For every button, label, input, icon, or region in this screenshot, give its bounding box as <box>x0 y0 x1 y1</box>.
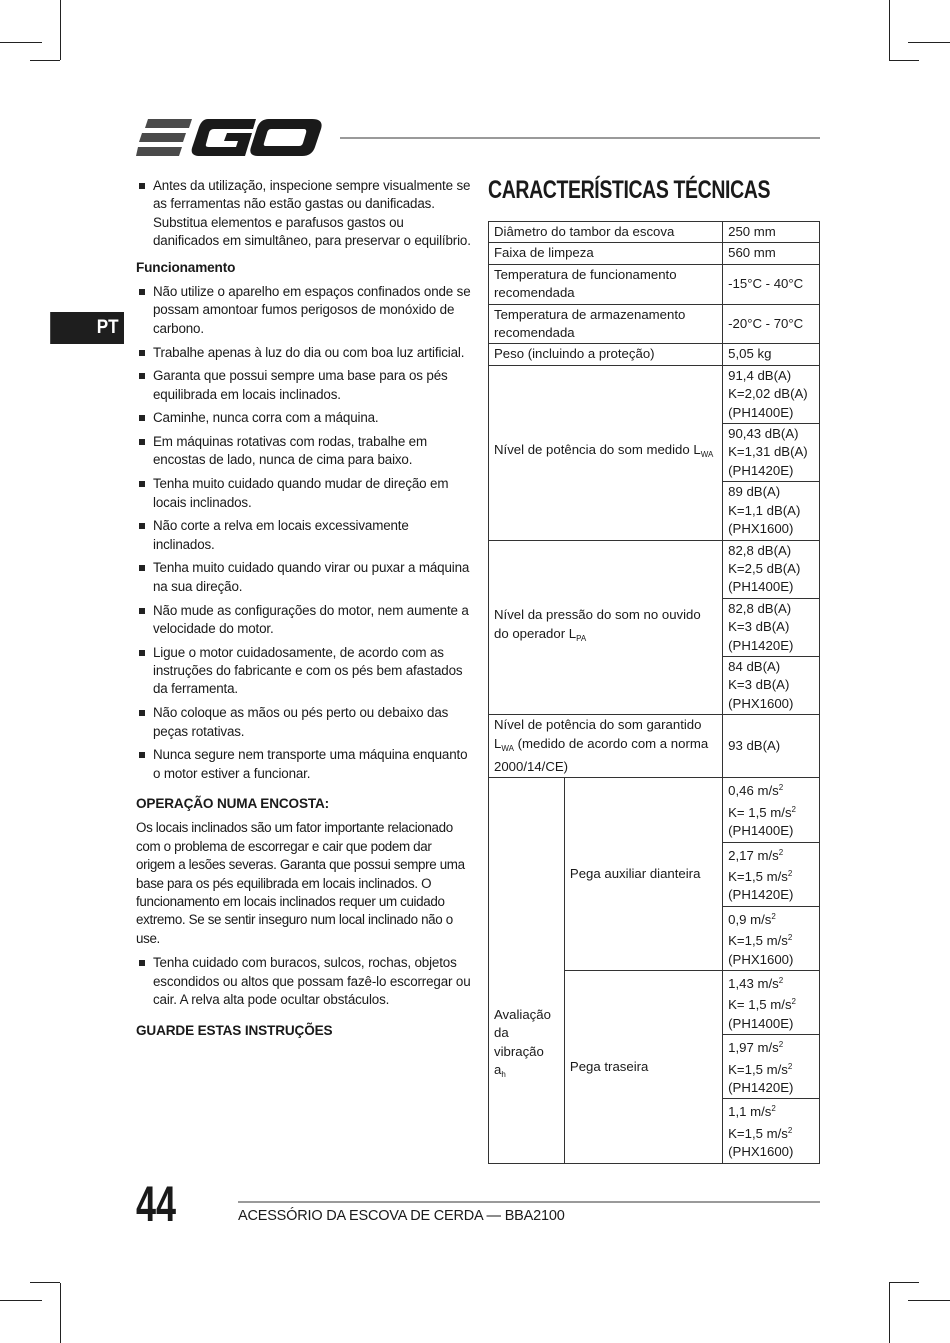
value-line: K=1,1 dB(A) <box>728 502 801 518</box>
table-row <box>489 540 820 598</box>
spec-value <box>723 1099 820 1163</box>
unit-superscript: 2 <box>778 847 784 857</box>
label-text: da <box>494 1025 509 1041</box>
spec-value <box>723 971 820 1035</box>
list-item: Não coloque as mãos ou pés perto ou debaixo das peças rotativas. <box>136 704 472 741</box>
value-line: K=2,5 dB(A) <box>728 560 801 576</box>
table-row <box>489 222 820 243</box>
rear-handle-label: Pega traseira <box>564 971 722 1164</box>
list-item: Antes da utilização, inspecione sempre visualmente se as ferramentas não estão gastas ou danificadas. Substitua elementos e parafusos gastos ou danificados em simultâneo, para preservar o equilíbrio. <box>136 177 472 251</box>
table-row <box>489 778 820 842</box>
spec-value <box>723 540 820 598</box>
value-line: (PH1420E) <box>728 887 794 903</box>
intro-list <box>136 177 472 251</box>
label-subscript: WA <box>700 449 714 459</box>
value-line: K=3 dB(A) <box>728 677 790 693</box>
crop-mark <box>0 1300 42 1301</box>
list-item: Caminhe, nunca corra com a máquina. <box>136 409 472 427</box>
list-item: Não corte a relva em locais excessivamente inclinados. <box>136 517 472 554</box>
encosta-heading: OPERAÇÃO NUMA ENCOSTA: <box>136 796 330 812</box>
table-row <box>489 715 820 778</box>
crop-mark <box>30 1282 60 1283</box>
vibration-label <box>489 778 565 1163</box>
value-line: K=2,02 dB(A) <box>728 386 808 402</box>
value-line: 1,43 m/s <box>728 976 779 992</box>
list-item: Tenha cuidado com buracos, sulcos, rochas, objetos escondidos ou altos que possam fazê-lo escorregar ou cair. A relva alta pode ocultar obstáculos. <box>136 954 472 1009</box>
label-text: Nível da pressão do som no ouvido do operador L <box>494 607 701 641</box>
value-line: (PHX1600) <box>728 521 794 537</box>
guarde-heading: GUARDE ESTAS INSTRUÇÕES <box>136 1022 333 1038</box>
spec-label: Faixa de limpeza <box>489 243 723 264</box>
spec-label: Peso (incluindo a proteção) <box>489 344 723 365</box>
value-line: K=1,31 dB(A) <box>728 444 808 460</box>
value-line: 90,43 dB(A) <box>728 426 799 442</box>
value-line: 84 dB(A) <box>728 658 781 674</box>
sound-pressure-label <box>489 540 723 715</box>
value-line: (PHX1600) <box>728 1144 794 1160</box>
spec-value <box>723 365 820 423</box>
footer-title: ACESSÓRIO DA ESCOVA DE CERDA — BBA2100 <box>238 1208 565 1224</box>
list-item: Garanta que possui sempre uma base para os pés equilibrada em locais inclinados. <box>136 367 472 404</box>
specs-table <box>488 221 820 1164</box>
spec-label: Diâmetro do tambor da escova <box>489 222 723 243</box>
spec-value <box>723 424 820 482</box>
list-item: Nunca segure nem transporte uma máquina enquanto o motor estiver a funcionar. <box>136 746 472 783</box>
spec-value: 250 mm <box>723 222 820 243</box>
unit-superscript: 2 <box>771 1104 776 1114</box>
front-handle-label: Pega auxiliar dianteira <box>564 778 722 971</box>
spec-value <box>723 778 820 842</box>
language-tab: PT <box>50 312 124 344</box>
table-row <box>489 344 820 365</box>
funcionamento-heading: Funcionamento <box>136 259 236 275</box>
list-item: Em máquinas rotativas com rodas, trabalhe em encostas de lado, nunca de cima para baixo. <box>136 433 472 470</box>
value-line: 89 dB(A) <box>728 484 781 500</box>
specs-title: CARACTERÍSTICAS TÉCNICAS <box>488 176 771 204</box>
encosta-paragraph: Os locais inclinados são um fator importante relacionado com o problema de escorregar e cair que podem dar origem a lesões severas. Garanta que possui sempre uma base para os pés equilibrada em locais inclinados. O funcionamento em locais inclinados requer um cuidado extremo. Se se sentir inseguro num local inclinado não o use. <box>136 820 465 946</box>
list-item: Trabalhe apenas à luz do dia ou com boa luz artificial. <box>136 344 472 362</box>
encosta-list <box>136 954 472 1009</box>
value-line: K=1,5 m/s <box>728 869 788 884</box>
spec-value <box>723 598 820 656</box>
value-line: 82,8 dB(A) <box>728 600 792 616</box>
spec-value: -15°C - 40°C <box>723 264 820 304</box>
value-line: (PH1400E) <box>728 579 794 595</box>
label-subscript: PA <box>576 633 587 643</box>
crop-mark <box>889 60 919 61</box>
list-item: Tenha muito cuidado quando virar ou puxar a máquina na sua direção. <box>136 559 472 596</box>
crop-mark <box>60 0 61 60</box>
list-item: Ligue o motor cuidadosamente, de acordo com as instruções do fabricante e com os pés bem afastados da ferramenta. <box>136 644 472 699</box>
spec-value: 5,05 kg <box>723 344 820 365</box>
value-line: (PH1420E) <box>728 637 794 653</box>
unit-superscript: 2 <box>771 911 776 921</box>
value-line: K=1,5 m/s <box>728 933 788 949</box>
spec-value: 560 mm <box>723 243 820 264</box>
table-row <box>489 365 820 423</box>
spec-value <box>723 482 820 540</box>
spec-value <box>723 906 820 970</box>
crop-mark <box>889 1283 890 1343</box>
table-row <box>489 243 820 264</box>
spec-value <box>723 656 820 714</box>
value-line: 2,17 m/s <box>728 847 779 863</box>
spec-value: 93 dB(A) <box>723 715 820 778</box>
value-line: K= 1,5 m/s <box>728 804 792 820</box>
value-line: (PHX1600) <box>728 695 794 711</box>
footer-rule <box>238 1201 820 1203</box>
unit-superscript: 2 <box>778 1040 784 1050</box>
table-row <box>489 304 820 344</box>
unit-superscript: 2 <box>791 997 796 1007</box>
crop-mark <box>889 0 890 60</box>
spec-label: Temperatura de armazenamento recomendada <box>489 304 723 344</box>
list-item: Não utilize o aparelho em espaços confinados onde se possam amontoar fumos perigosos de monóxido de carbono. <box>136 283 472 338</box>
unit-superscript: 2 <box>787 1061 793 1071</box>
unit-superscript: 2 <box>787 933 793 943</box>
page-number: 44 <box>136 1176 177 1232</box>
funcionamento-list <box>136 283 472 783</box>
value-line: 0,46 m/s <box>728 783 779 799</box>
value-line: 1,1 m/s <box>728 1104 772 1120</box>
spec-label: Temperatura de funcionamento recomendada <box>489 264 723 304</box>
label-text: Avaliação <box>494 1006 551 1022</box>
label-text: Nível de potência do som medido L <box>494 441 701 457</box>
label-text: (medido de acordo com a norma 2000/14/CE) <box>494 735 709 774</box>
label-text: vibração a <box>494 1043 544 1077</box>
spec-value <box>723 842 820 906</box>
label-subscript: WA <box>501 743 514 753</box>
unit-superscript: 2 <box>778 976 784 986</box>
value-line: (PH1400E) <box>728 404 794 420</box>
crop-mark <box>30 60 60 61</box>
value-line: 91,4 dB(A) <box>728 367 792 383</box>
value-line: (PHX1600) <box>728 951 794 967</box>
sound-power-label <box>489 365 723 540</box>
value-line: 82,8 dB(A) <box>728 542 792 558</box>
value-line: (PH1400E) <box>728 1015 794 1031</box>
value-line: (PH1420E) <box>728 462 794 478</box>
crop-mark <box>0 42 42 43</box>
crop-mark <box>908 1300 950 1301</box>
crop-mark <box>889 1282 919 1283</box>
unit-superscript: 2 <box>778 783 784 793</box>
ego-logo <box>136 116 322 160</box>
value-line: 1,97 m/s <box>728 1040 779 1056</box>
spec-value <box>723 1035 820 1099</box>
crop-mark <box>908 42 950 43</box>
value-line: (PH1400E) <box>728 823 794 839</box>
list-item: Não mude as configurações do motor, nem aumente a velocidade do motor. <box>136 602 472 639</box>
value-line: 0,9 m/s <box>728 911 772 927</box>
value-line: K=3 dB(A) <box>728 619 790 635</box>
list-item: Tenha muito cuidado quando mudar de direção em locais inclinados. <box>136 475 472 512</box>
safety-instructions <box>136 177 472 1046</box>
spec-value: -20°C - 70°C <box>723 304 820 344</box>
header-rule <box>340 137 820 139</box>
value-line: K=1,5 m/s <box>728 1125 788 1141</box>
unit-superscript: 2 <box>787 869 793 878</box>
label-subscript: h <box>501 1069 506 1079</box>
value-line: K= 1,5 m/s <box>728 997 792 1013</box>
crop-mark <box>60 1283 61 1343</box>
table-row <box>489 264 820 304</box>
unit-superscript: 2 <box>791 804 796 814</box>
label-text: Nível de potência do som garantido L <box>494 717 702 751</box>
value-line: (PH1420E) <box>728 1080 794 1096</box>
unit-superscript: 2 <box>787 1125 793 1135</box>
guaranteed-power-label <box>489 715 723 778</box>
value-line: K=1,5 m/s <box>728 1061 788 1077</box>
